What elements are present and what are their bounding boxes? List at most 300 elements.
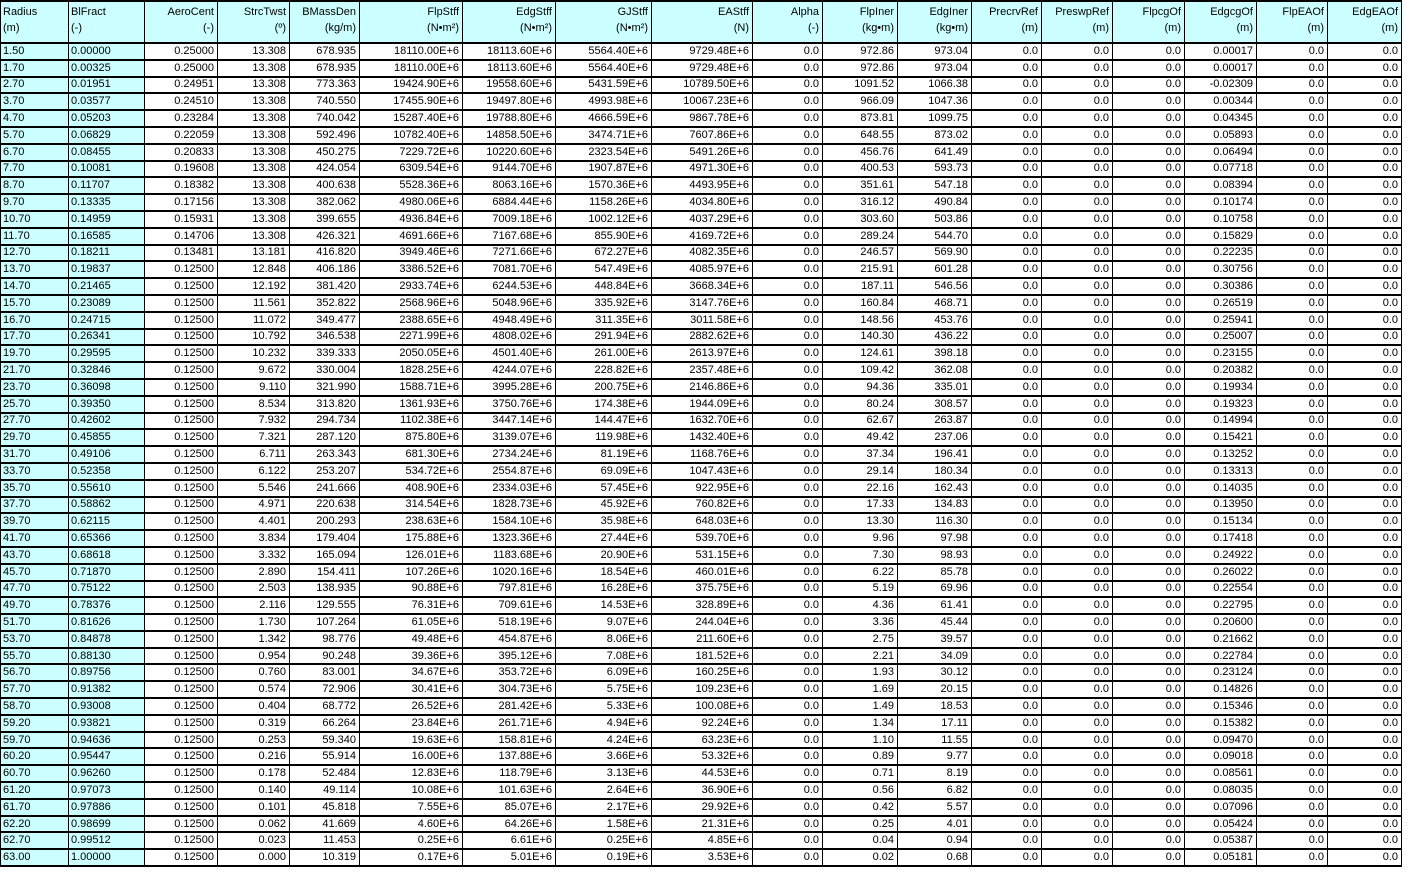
cell-edginer[interactable]: 362.08 — [898, 362, 972, 379]
cell-edgstff[interactable]: 1584.10E+6 — [463, 513, 556, 530]
cell-flpeaof[interactable]: 0.0 — [1257, 312, 1328, 329]
cell-blfract[interactable]: 0.06829 — [69, 127, 145, 144]
cell-edginer[interactable]: 436.22 — [898, 329, 972, 346]
cell-blfract[interactable]: 0.16585 — [69, 228, 145, 245]
cell-bmassden[interactable]: 352.822 — [290, 295, 360, 312]
cell-precrvref[interactable]: 0.0 — [972, 480, 1042, 497]
cell-flpiner[interactable]: 1.93 — [823, 664, 898, 681]
cell-eastff[interactable]: 2613.97E+6 — [652, 345, 753, 362]
cell-edginer[interactable]: 9.77 — [898, 748, 972, 765]
cell-edgeaof[interactable]: 0.0 — [1328, 161, 1402, 178]
cell-flpstff[interactable]: 76.31E+6 — [360, 597, 463, 614]
cell-strctwst[interactable]: 8.534 — [218, 396, 290, 413]
cell-edginer[interactable]: 308.57 — [898, 396, 972, 413]
cell-aerocent[interactable]: 0.12500 — [145, 261, 218, 278]
cell-preswpref[interactable]: 0.0 — [1042, 832, 1113, 849]
cell-radius[interactable]: 61.70 — [1, 799, 69, 816]
cell-edgcgof[interactable]: 0.06494 — [1185, 144, 1257, 161]
cell-flpcgof[interactable]: 0.0 — [1113, 765, 1185, 782]
cell-gjstff[interactable]: 20.90E+6 — [556, 547, 652, 564]
cell-radius[interactable]: 61.20 — [1, 782, 69, 799]
cell-flpstff[interactable]: 7.55E+6 — [360, 799, 463, 816]
cell-aerocent[interactable]: 0.24951 — [145, 77, 218, 94]
cell-eastff[interactable]: 10789.50E+6 — [652, 77, 753, 94]
cell-flpstff[interactable]: 3386.52E+6 — [360, 261, 463, 278]
column-unit-bmassden[interactable]: (kg/m) — [290, 22, 360, 43]
cell-blfract[interactable]: 0.95447 — [69, 748, 145, 765]
cell-edgstff[interactable]: 3139.07E+6 — [463, 429, 556, 446]
cell-radius[interactable]: 1.70 — [1, 60, 69, 77]
cell-flpiner[interactable]: 400.53 — [823, 161, 898, 178]
cell-flpstff[interactable]: 875.80E+6 — [360, 429, 463, 446]
cell-precrvref[interactable]: 0.0 — [972, 329, 1042, 346]
cell-blfract[interactable]: 0.97886 — [69, 799, 145, 816]
cell-flpstff[interactable]: 49.48E+6 — [360, 631, 463, 648]
cell-flpstff[interactable]: 4.60E+6 — [360, 816, 463, 833]
cell-alpha[interactable]: 0.0 — [753, 177, 823, 194]
cell-aerocent[interactable]: 0.12500 — [145, 329, 218, 346]
cell-flpcgof[interactable]: 0.0 — [1113, 664, 1185, 681]
cell-eastff[interactable]: 1432.40E+6 — [652, 429, 753, 446]
cell-precrvref[interactable]: 0.0 — [972, 530, 1042, 547]
cell-gjstff[interactable]: 4.94E+6 — [556, 715, 652, 732]
cell-flpcgof[interactable]: 0.0 — [1113, 261, 1185, 278]
cell-edgeaof[interactable]: 0.0 — [1328, 648, 1402, 665]
cell-flpeaof[interactable]: 0.0 — [1257, 463, 1328, 480]
cell-flpeaof[interactable]: 0.0 — [1257, 547, 1328, 564]
cell-edgstff[interactable]: 64.26E+6 — [463, 816, 556, 833]
cell-edgcgof[interactable]: 0.25941 — [1185, 312, 1257, 329]
cell-edginer[interactable]: 547.18 — [898, 177, 972, 194]
cell-flpcgof[interactable]: 0.0 — [1113, 194, 1185, 211]
cell-edgstff[interactable]: 281.42E+6 — [463, 698, 556, 715]
cell-flpstff[interactable]: 5528.36E+6 — [360, 177, 463, 194]
cell-gjstff[interactable]: 4666.59E+6 — [556, 110, 652, 127]
cell-flpstff[interactable]: 0.25E+6 — [360, 832, 463, 849]
column-header-blfract[interactable]: BlFract — [69, 1, 145, 22]
cell-preswpref[interactable]: 0.0 — [1042, 681, 1113, 698]
cell-edgeaof[interactable]: 0.0 — [1328, 732, 1402, 749]
cell-blfract[interactable]: 0.94636 — [69, 732, 145, 749]
cell-flpstff[interactable]: 15287.40E+6 — [360, 110, 463, 127]
cell-preswpref[interactable]: 0.0 — [1042, 43, 1113, 60]
cell-flpeaof[interactable]: 0.0 — [1257, 715, 1328, 732]
cell-precrvref[interactable]: 0.0 — [972, 631, 1042, 648]
cell-eastff[interactable]: 3011.58E+6 — [652, 312, 753, 329]
cell-blfract[interactable]: 0.10081 — [69, 161, 145, 178]
cell-flpcgof[interactable]: 0.0 — [1113, 698, 1185, 715]
cell-edgeaof[interactable]: 0.0 — [1328, 715, 1402, 732]
cell-flpiner[interactable]: 648.55 — [823, 127, 898, 144]
cell-preswpref[interactable]: 0.0 — [1042, 429, 1113, 446]
cell-eastff[interactable]: 1632.70E+6 — [652, 413, 753, 430]
cell-flpiner[interactable]: 1.49 — [823, 698, 898, 715]
cell-edgstff[interactable]: 7271.66E+6 — [463, 245, 556, 262]
cell-precrvref[interactable]: 0.0 — [972, 312, 1042, 329]
cell-blfract[interactable]: 0.08455 — [69, 144, 145, 161]
cell-strctwst[interactable]: 13.308 — [218, 228, 290, 245]
cell-flpiner[interactable]: 966.09 — [823, 93, 898, 110]
cell-strctwst[interactable]: 7.932 — [218, 413, 290, 430]
cell-alpha[interactable]: 0.0 — [753, 43, 823, 60]
cell-flpeaof[interactable]: 0.0 — [1257, 245, 1328, 262]
cell-gjstff[interactable]: 2.64E+6 — [556, 782, 652, 799]
cell-bmassden[interactable]: 165.094 — [290, 547, 360, 564]
cell-edgcgof[interactable]: -0.02309 — [1185, 77, 1257, 94]
cell-blfract[interactable]: 0.93821 — [69, 715, 145, 732]
cell-strctwst[interactable]: 13.308 — [218, 127, 290, 144]
cell-preswpref[interactable]: 0.0 — [1042, 564, 1113, 581]
cell-flpeaof[interactable]: 0.0 — [1257, 698, 1328, 715]
cell-edgstff[interactable]: 19497.80E+6 — [463, 93, 556, 110]
cell-radius[interactable]: 33.70 — [1, 463, 69, 480]
cell-eastff[interactable]: 2882.62E+6 — [652, 329, 753, 346]
cell-preswpref[interactable]: 0.0 — [1042, 849, 1113, 866]
cell-bmassden[interactable]: 49.114 — [290, 782, 360, 799]
cell-flpiner[interactable]: 37.34 — [823, 446, 898, 463]
cell-edgeaof[interactable]: 0.0 — [1328, 564, 1402, 581]
cell-strctwst[interactable]: 12.848 — [218, 261, 290, 278]
cell-edgcgof[interactable]: 0.10758 — [1185, 211, 1257, 228]
cell-flpcgof[interactable]: 0.0 — [1113, 463, 1185, 480]
cell-flpeaof[interactable]: 0.0 — [1257, 497, 1328, 514]
cell-eastff[interactable]: 1047.43E+6 — [652, 463, 753, 480]
cell-radius[interactable]: 9.70 — [1, 194, 69, 211]
cell-edgcgof[interactable]: 0.22795 — [1185, 597, 1257, 614]
cell-eastff[interactable]: 160.25E+6 — [652, 664, 753, 681]
cell-radius[interactable]: 11.70 — [1, 228, 69, 245]
cell-alpha[interactable]: 0.0 — [753, 211, 823, 228]
cell-edgeaof[interactable]: 0.0 — [1328, 664, 1402, 681]
cell-preswpref[interactable]: 0.0 — [1042, 144, 1113, 161]
cell-edgeaof[interactable]: 0.0 — [1328, 446, 1402, 463]
cell-edgstff[interactable]: 8063.16E+6 — [463, 177, 556, 194]
cell-blfract[interactable]: 0.58862 — [69, 497, 145, 514]
cell-edgstff[interactable]: 709.61E+6 — [463, 597, 556, 614]
cell-flpiner[interactable]: 0.56 — [823, 782, 898, 799]
cell-flpeaof[interactable]: 0.0 — [1257, 127, 1328, 144]
cell-edginer[interactable]: 1047.36 — [898, 93, 972, 110]
cell-aerocent[interactable]: 0.12500 — [145, 782, 218, 799]
column-header-flpcgof[interactable]: FlpcgOf — [1113, 1, 1185, 22]
cell-edgeaof[interactable]: 0.0 — [1328, 245, 1402, 262]
cell-gjstff[interactable]: 5431.59E+6 — [556, 77, 652, 94]
cell-flpstff[interactable]: 2568.96E+6 — [360, 295, 463, 312]
cell-bmassden[interactable]: 90.248 — [290, 648, 360, 665]
cell-aerocent[interactable]: 0.12500 — [145, 849, 218, 866]
cell-alpha[interactable]: 0.0 — [753, 530, 823, 547]
cell-edgcgof[interactable]: 0.14994 — [1185, 413, 1257, 430]
cell-edgeaof[interactable]: 0.0 — [1328, 849, 1402, 866]
cell-aerocent[interactable]: 0.12500 — [145, 278, 218, 295]
cell-eastff[interactable]: 460.01E+6 — [652, 564, 753, 581]
cell-edginer[interactable]: 601.28 — [898, 261, 972, 278]
cell-precrvref[interactable]: 0.0 — [972, 681, 1042, 698]
cell-blfract[interactable]: 0.03577 — [69, 93, 145, 110]
cell-flpeaof[interactable]: 0.0 — [1257, 681, 1328, 698]
cell-flpstff[interactable]: 408.90E+6 — [360, 480, 463, 497]
cell-flpcgof[interactable]: 0.0 — [1113, 161, 1185, 178]
cell-eastff[interactable]: 2146.86E+6 — [652, 379, 753, 396]
cell-strctwst[interactable]: 13.308 — [218, 144, 290, 161]
cell-edgcgof[interactable]: 0.21662 — [1185, 631, 1257, 648]
cell-edgeaof[interactable]: 0.0 — [1328, 413, 1402, 430]
cell-flpcgof[interactable]: 0.0 — [1113, 715, 1185, 732]
cell-edginer[interactable]: 45.44 — [898, 614, 972, 631]
cell-precrvref[interactable]: 0.0 — [972, 715, 1042, 732]
cell-preswpref[interactable]: 0.0 — [1042, 329, 1113, 346]
cell-blfract[interactable]: 0.71870 — [69, 564, 145, 581]
cell-strctwst[interactable]: 6.122 — [218, 463, 290, 480]
cell-edgstff[interactable]: 3447.14E+6 — [463, 413, 556, 430]
cell-edgstff[interactable]: 137.88E+6 — [463, 748, 556, 765]
cell-flpiner[interactable]: 160.84 — [823, 295, 898, 312]
cell-edgeaof[interactable]: 0.0 — [1328, 93, 1402, 110]
cell-edgcgof[interactable]: 0.07718 — [1185, 161, 1257, 178]
cell-edgstff[interactable]: 158.81E+6 — [463, 732, 556, 749]
cell-flpstff[interactable]: 61.05E+6 — [360, 614, 463, 631]
cell-aerocent[interactable]: 0.12500 — [145, 614, 218, 631]
cell-edgeaof[interactable]: 0.0 — [1328, 497, 1402, 514]
cell-edgstff[interactable]: 1828.73E+6 — [463, 497, 556, 514]
cell-precrvref[interactable]: 0.0 — [972, 564, 1042, 581]
cell-preswpref[interactable]: 0.0 — [1042, 127, 1113, 144]
cell-bmassden[interactable]: 678.935 — [290, 60, 360, 77]
cell-bmassden[interactable]: 11.453 — [290, 832, 360, 849]
cell-aerocent[interactable]: 0.12500 — [145, 513, 218, 530]
cell-flpcgof[interactable]: 0.0 — [1113, 832, 1185, 849]
cell-strctwst[interactable]: 13.308 — [218, 60, 290, 77]
cell-precrvref[interactable]: 0.0 — [972, 799, 1042, 816]
cell-bmassden[interactable]: 138.935 — [290, 581, 360, 598]
cell-bmassden[interactable]: 59.340 — [290, 732, 360, 749]
cell-flpeaof[interactable]: 0.0 — [1257, 295, 1328, 312]
cell-alpha[interactable]: 0.0 — [753, 312, 823, 329]
cell-aerocent[interactable]: 0.12500 — [145, 446, 218, 463]
cell-precrvref[interactable]: 0.0 — [972, 278, 1042, 295]
cell-bmassden[interactable]: 66.264 — [290, 715, 360, 732]
cell-flpiner[interactable]: 80.24 — [823, 396, 898, 413]
cell-eastff[interactable]: 1168.76E+6 — [652, 446, 753, 463]
cell-radius[interactable]: 56.70 — [1, 664, 69, 681]
cell-radius[interactable]: 37.70 — [1, 497, 69, 514]
cell-preswpref[interactable]: 0.0 — [1042, 60, 1113, 77]
column-header-flpeaof[interactable]: FlpEAOf — [1257, 1, 1328, 22]
cell-edgcgof[interactable]: 0.15421 — [1185, 429, 1257, 446]
cell-eastff[interactable]: 328.89E+6 — [652, 597, 753, 614]
cell-aerocent[interactable]: 0.24510 — [145, 93, 218, 110]
cell-edgcgof[interactable]: 0.08035 — [1185, 782, 1257, 799]
column-unit-flpiner[interactable]: (kg•m) — [823, 22, 898, 43]
cell-edgstff[interactable]: 18113.60E+6 — [463, 60, 556, 77]
cell-flpiner[interactable]: 13.30 — [823, 513, 898, 530]
cell-preswpref[interactable]: 0.0 — [1042, 312, 1113, 329]
cell-radius[interactable]: 62.20 — [1, 816, 69, 833]
cell-edgcgof[interactable]: 0.13313 — [1185, 463, 1257, 480]
cell-aerocent[interactable]: 0.12500 — [145, 681, 218, 698]
cell-alpha[interactable]: 0.0 — [753, 110, 823, 127]
cell-edgcgof[interactable]: 0.17418 — [1185, 530, 1257, 547]
cell-alpha[interactable]: 0.0 — [753, 799, 823, 816]
cell-strctwst[interactable]: 0.216 — [218, 748, 290, 765]
cell-preswpref[interactable]: 0.0 — [1042, 698, 1113, 715]
cell-flpiner[interactable]: 9.96 — [823, 530, 898, 547]
cell-radius[interactable]: 8.70 — [1, 177, 69, 194]
cell-edgstff[interactable]: 2334.03E+6 — [463, 480, 556, 497]
cell-strctwst[interactable]: 5.546 — [218, 480, 290, 497]
cell-edgeaof[interactable]: 0.0 — [1328, 765, 1402, 782]
cell-alpha[interactable]: 0.0 — [753, 597, 823, 614]
cell-blfract[interactable]: 0.00325 — [69, 60, 145, 77]
column-header-edgcgof[interactable]: EdgcgOf — [1185, 1, 1257, 22]
cell-alpha[interactable]: 0.0 — [753, 681, 823, 698]
cell-strctwst[interactable]: 0.954 — [218, 648, 290, 665]
cell-aerocent[interactable]: 0.22059 — [145, 127, 218, 144]
cell-precrvref[interactable]: 0.0 — [972, 664, 1042, 681]
cell-flpstff[interactable]: 0.17E+6 — [360, 849, 463, 866]
cell-edgstff[interactable]: 6.61E+6 — [463, 832, 556, 849]
cell-gjstff[interactable]: 335.92E+6 — [556, 295, 652, 312]
cell-aerocent[interactable]: 0.12500 — [145, 748, 218, 765]
cell-edginer[interactable]: 6.82 — [898, 782, 972, 799]
cell-blfract[interactable]: 1.00000 — [69, 849, 145, 866]
cell-blfract[interactable]: 0.89756 — [69, 664, 145, 681]
cell-edgeaof[interactable]: 0.0 — [1328, 110, 1402, 127]
cell-bmassden[interactable]: 678.935 — [290, 43, 360, 60]
cell-strctwst[interactable]: 9.672 — [218, 362, 290, 379]
cell-preswpref[interactable]: 0.0 — [1042, 463, 1113, 480]
cell-preswpref[interactable]: 0.0 — [1042, 664, 1113, 681]
column-header-flpstff[interactable]: FlpStff — [360, 1, 463, 22]
cell-edgeaof[interactable]: 0.0 — [1328, 463, 1402, 480]
cell-alpha[interactable]: 0.0 — [753, 547, 823, 564]
cell-gjstff[interactable]: 45.92E+6 — [556, 497, 652, 514]
cell-strctwst[interactable]: 11.561 — [218, 295, 290, 312]
cell-eastff[interactable]: 2357.48E+6 — [652, 362, 753, 379]
cell-eastff[interactable]: 211.60E+6 — [652, 631, 753, 648]
cell-flpcgof[interactable]: 0.0 — [1113, 278, 1185, 295]
cell-flpcgof[interactable]: 0.0 — [1113, 648, 1185, 665]
cell-alpha[interactable]: 0.0 — [753, 614, 823, 631]
cell-preswpref[interactable]: 0.0 — [1042, 345, 1113, 362]
cell-aerocent[interactable]: 0.20833 — [145, 144, 218, 161]
column-unit-alpha[interactable]: (-) — [753, 22, 823, 43]
cell-alpha[interactable]: 0.0 — [753, 564, 823, 581]
cell-flpstff[interactable]: 30.41E+6 — [360, 681, 463, 698]
cell-strctwst[interactable]: 12.192 — [218, 278, 290, 295]
cell-precrvref[interactable]: 0.0 — [972, 194, 1042, 211]
cell-flpeaof[interactable]: 0.0 — [1257, 396, 1328, 413]
column-unit-edgcgof[interactable]: (m) — [1185, 22, 1257, 43]
cell-flpstff[interactable]: 3949.46E+6 — [360, 245, 463, 262]
cell-alpha[interactable]: 0.0 — [753, 144, 823, 161]
cell-alpha[interactable]: 0.0 — [753, 631, 823, 648]
cell-alpha[interactable]: 0.0 — [753, 480, 823, 497]
cell-aerocent[interactable]: 0.12500 — [145, 480, 218, 497]
cell-precrvref[interactable]: 0.0 — [972, 849, 1042, 866]
cell-preswpref[interactable]: 0.0 — [1042, 715, 1113, 732]
cell-blfract[interactable]: 0.05203 — [69, 110, 145, 127]
cell-flpiner[interactable]: 22.16 — [823, 480, 898, 497]
cell-flpiner[interactable]: 351.61 — [823, 177, 898, 194]
cell-edgcgof[interactable]: 0.05893 — [1185, 127, 1257, 144]
cell-flpiner[interactable]: 0.42 — [823, 799, 898, 816]
cell-bmassden[interactable]: 45.818 — [290, 799, 360, 816]
cell-aerocent[interactable]: 0.12500 — [145, 648, 218, 665]
cell-edgeaof[interactable]: 0.0 — [1328, 799, 1402, 816]
cell-flpcgof[interactable]: 0.0 — [1113, 329, 1185, 346]
cell-radius[interactable]: 3.70 — [1, 93, 69, 110]
cell-gjstff[interactable]: 291.94E+6 — [556, 329, 652, 346]
cell-preswpref[interactable]: 0.0 — [1042, 177, 1113, 194]
cell-eastff[interactable]: 29.92E+6 — [652, 799, 753, 816]
cell-edgstff[interactable]: 7081.70E+6 — [463, 261, 556, 278]
cell-flpstff[interactable]: 126.01E+6 — [360, 547, 463, 564]
cell-flpstff[interactable]: 23.84E+6 — [360, 715, 463, 732]
cell-edgeaof[interactable]: 0.0 — [1328, 530, 1402, 547]
cell-radius[interactable]: 55.70 — [1, 648, 69, 665]
cell-gjstff[interactable]: 174.38E+6 — [556, 396, 652, 413]
cell-radius[interactable]: 29.70 — [1, 429, 69, 446]
cell-radius[interactable]: 21.70 — [1, 362, 69, 379]
cell-eastff[interactable]: 36.90E+6 — [652, 782, 753, 799]
cell-flpiner[interactable]: 289.24 — [823, 228, 898, 245]
cell-strctwst[interactable]: 10.232 — [218, 345, 290, 362]
cell-blfract[interactable]: 0.93008 — [69, 698, 145, 715]
cell-alpha[interactable]: 0.0 — [753, 77, 823, 94]
cell-preswpref[interactable]: 0.0 — [1042, 413, 1113, 430]
cell-alpha[interactable]: 0.0 — [753, 194, 823, 211]
cell-strctwst[interactable]: 0.178 — [218, 765, 290, 782]
cell-flpiner[interactable]: 873.81 — [823, 110, 898, 127]
cell-edgeaof[interactable]: 0.0 — [1328, 144, 1402, 161]
cell-edgeaof[interactable]: 0.0 — [1328, 329, 1402, 346]
cell-flpstff[interactable]: 6309.54E+6 — [360, 161, 463, 178]
cell-edgeaof[interactable]: 0.0 — [1328, 614, 1402, 631]
cell-flpcgof[interactable]: 0.0 — [1113, 110, 1185, 127]
cell-strctwst[interactable]: 4.401 — [218, 513, 290, 530]
cell-eastff[interactable]: 3147.76E+6 — [652, 295, 753, 312]
cell-eastff[interactable]: 4493.95E+6 — [652, 177, 753, 194]
cell-preswpref[interactable]: 0.0 — [1042, 547, 1113, 564]
cell-blfract[interactable]: 0.97073 — [69, 782, 145, 799]
cell-strctwst[interactable]: 2.503 — [218, 581, 290, 598]
cell-flpiner[interactable]: 1091.52 — [823, 77, 898, 94]
cell-flpcgof[interactable]: 0.0 — [1113, 177, 1185, 194]
cell-blfract[interactable]: 0.18211 — [69, 245, 145, 262]
cell-edgcgof[interactable]: 0.23124 — [1185, 664, 1257, 681]
cell-strctwst[interactable]: 13.308 — [218, 110, 290, 127]
cell-flpstff[interactable]: 2050.05E+6 — [360, 345, 463, 362]
cell-edgeaof[interactable]: 0.0 — [1328, 362, 1402, 379]
cell-edginer[interactable]: 34.09 — [898, 648, 972, 665]
cell-aerocent[interactable]: 0.25000 — [145, 43, 218, 60]
cell-radius[interactable]: 7.70 — [1, 161, 69, 178]
cell-radius[interactable]: 25.70 — [1, 396, 69, 413]
cell-flpeaof[interactable]: 0.0 — [1257, 832, 1328, 849]
cell-aerocent[interactable]: 0.12500 — [145, 396, 218, 413]
cell-eastff[interactable]: 539.70E+6 — [652, 530, 753, 547]
cell-gjstff[interactable]: 8.06E+6 — [556, 631, 652, 648]
cell-blfract[interactable]: 0.42602 — [69, 413, 145, 430]
cell-bmassden[interactable]: 349.477 — [290, 312, 360, 329]
cell-aerocent[interactable]: 0.12500 — [145, 816, 218, 833]
cell-precrvref[interactable]: 0.0 — [972, 446, 1042, 463]
cell-edgeaof[interactable]: 0.0 — [1328, 261, 1402, 278]
cell-edgstff[interactable]: 454.87E+6 — [463, 631, 556, 648]
cell-bmassden[interactable]: 740.042 — [290, 110, 360, 127]
cell-flpcgof[interactable]: 0.0 — [1113, 816, 1185, 833]
